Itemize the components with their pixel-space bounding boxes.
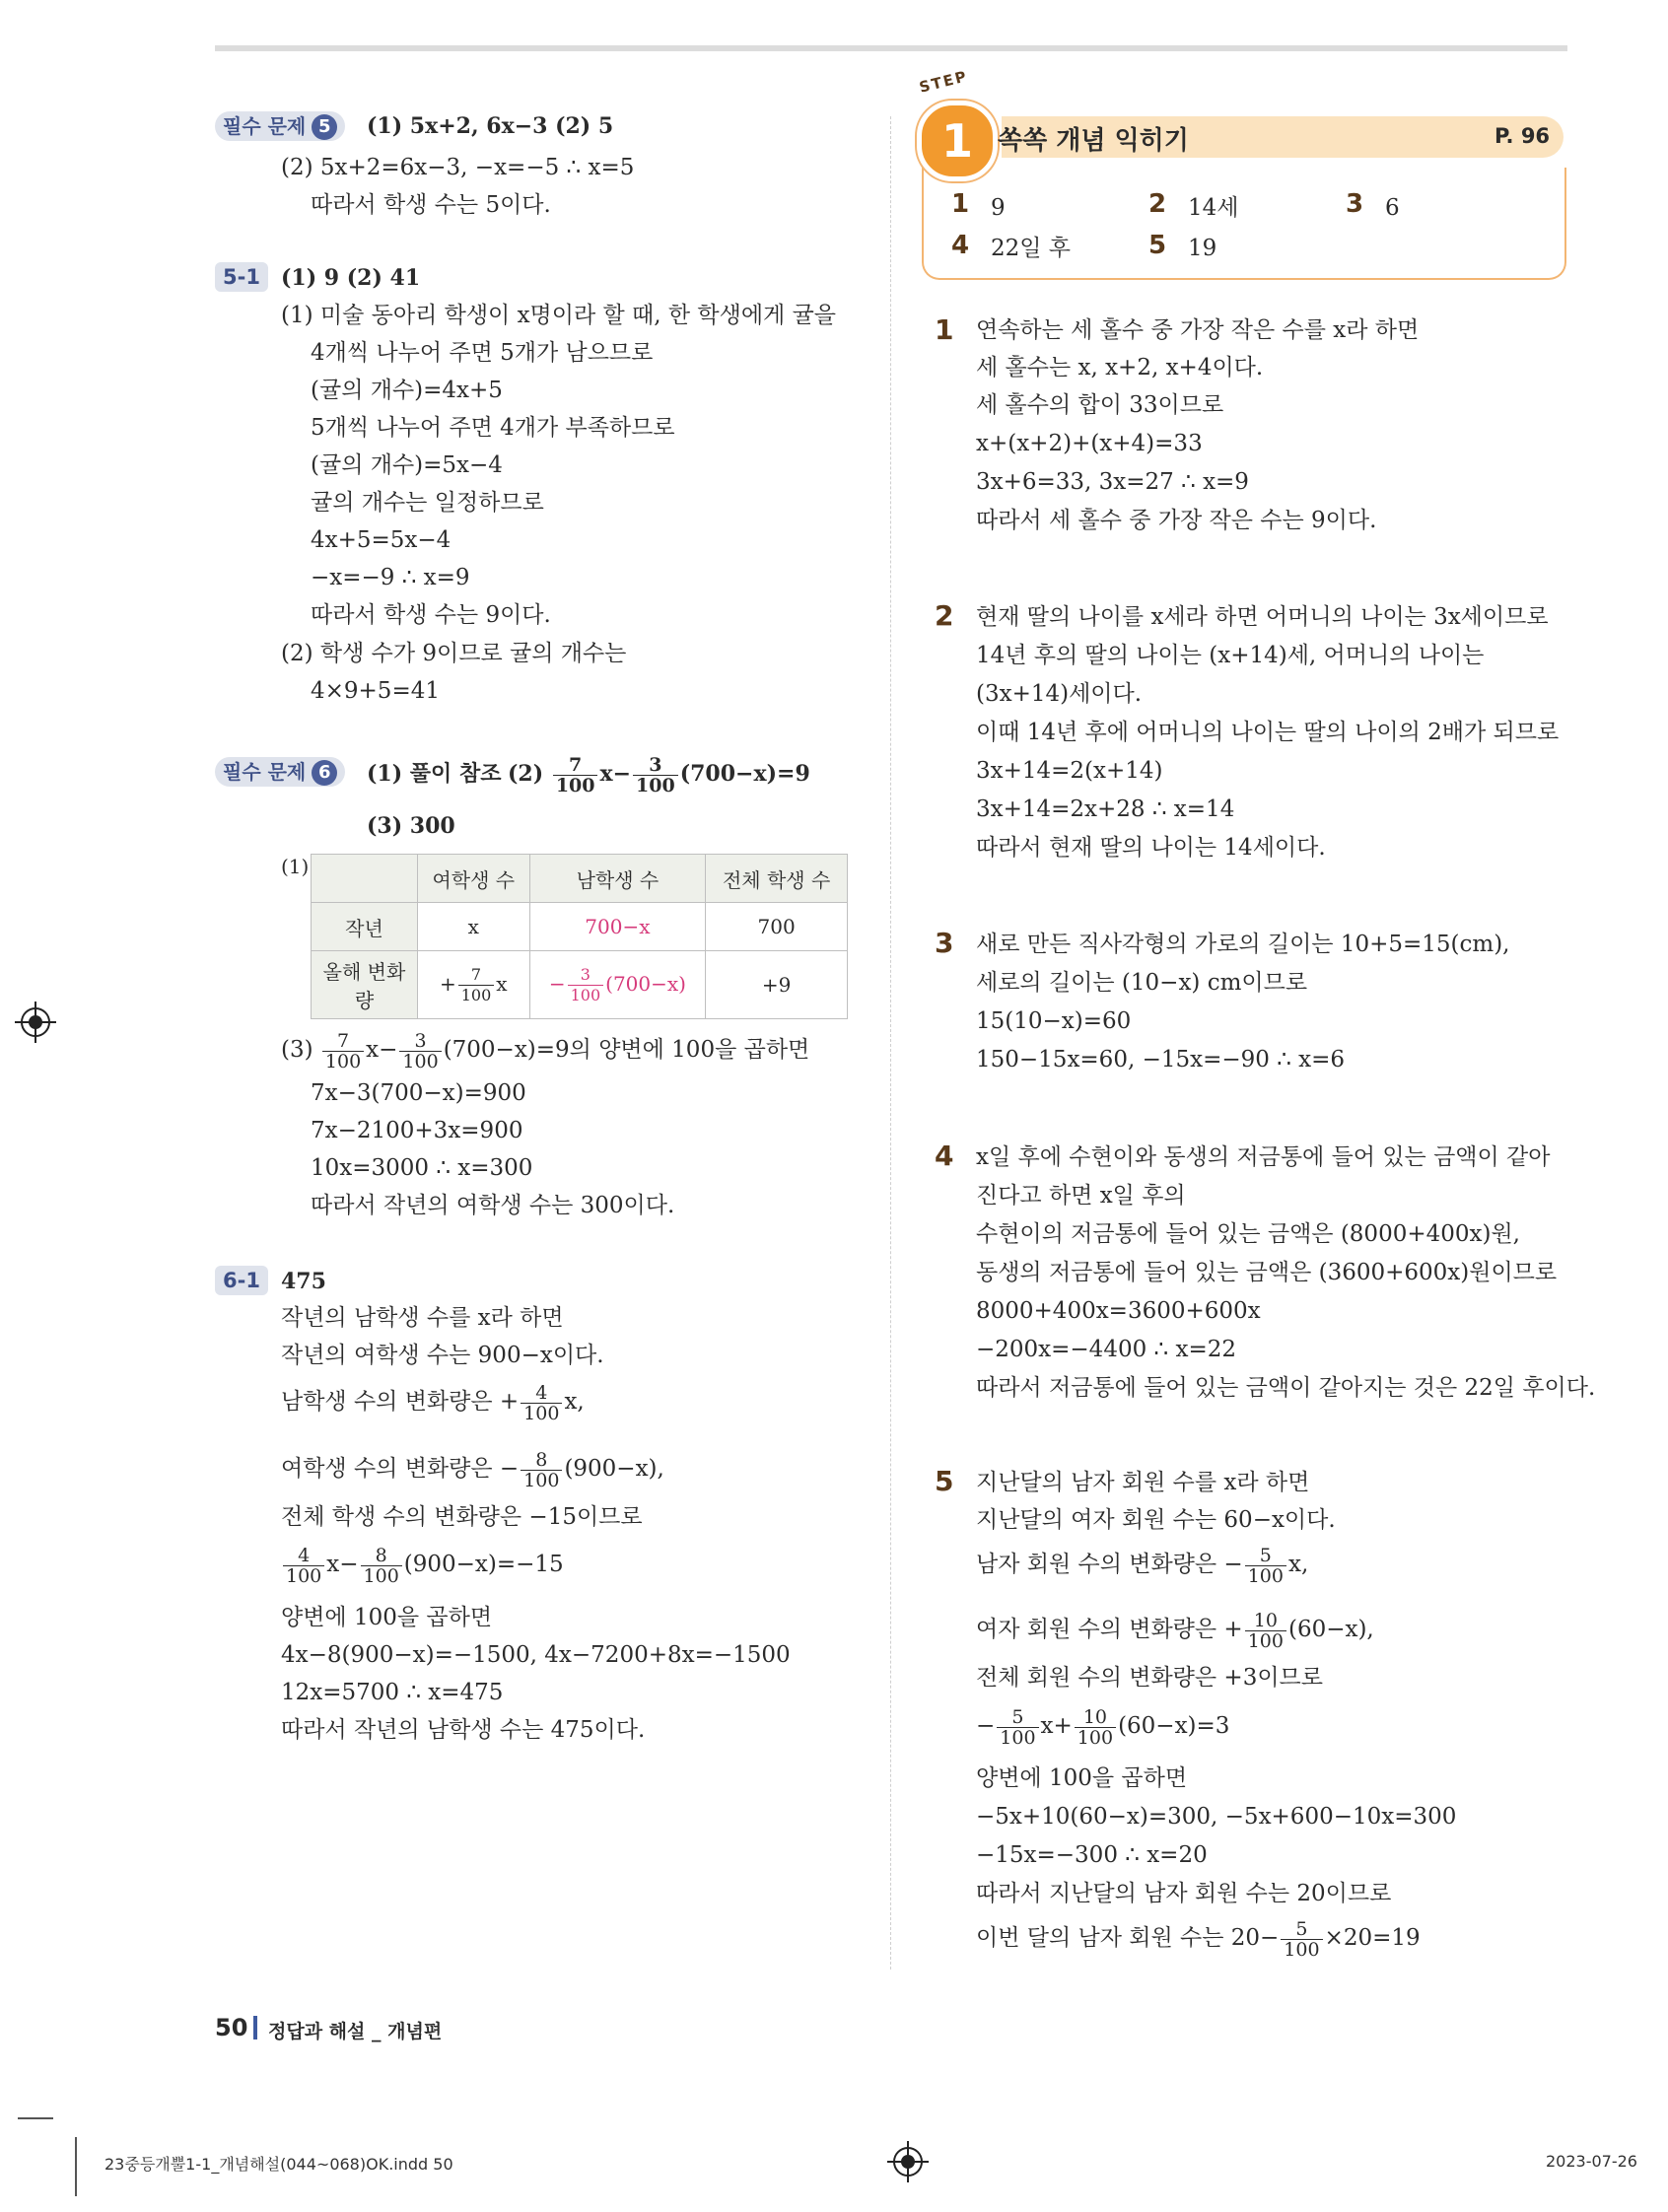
crop-mark bbox=[75, 2137, 77, 2196]
problem-5-1-line: 4×9+5=41 bbox=[311, 678, 440, 704]
problem-6-line: 7x−2100+3x=900 bbox=[311, 1118, 523, 1143]
q5-line: 전체 회원 수의 변화량은 +3이므로 bbox=[976, 1665, 1323, 1691]
problem-5-line: 따라서 학생 수는 5이다. bbox=[311, 192, 551, 218]
page-number: 50 bbox=[215, 2014, 248, 2041]
answer-num: 2 bbox=[1148, 189, 1167, 219]
problem-5-answer: (1) 5x+2, 6x−3 (2) 5 bbox=[367, 113, 614, 139]
table-cell: 올해 변화량 bbox=[312, 951, 418, 1019]
q4-line: 8000+400x=3600+600x bbox=[976, 1298, 1261, 1324]
page-reference: P. 96 bbox=[1494, 124, 1551, 148]
problem-5-1-line: 4개씩 나누어 주면 5개가 남으므로 bbox=[311, 340, 654, 366]
q5-line: 남자 회원 수의 변화량은 − $\frac{5}{100}$ x, bbox=[976, 1544, 1309, 1587]
problem-6-badge: 필수 문제 6 bbox=[215, 757, 345, 787]
student-table bbox=[311, 854, 848, 1019]
table-header: 남학생 수 bbox=[529, 855, 706, 903]
q5-line: 양변에 100을 곱하면 bbox=[976, 1765, 1188, 1791]
answer-value: 14세 bbox=[1188, 195, 1239, 221]
problem-6-answer-3: (3) 300 bbox=[367, 813, 455, 839]
q5-line: −15x=−300 ∴ x=20 bbox=[976, 1842, 1208, 1868]
q5-line: − $\frac{5}{100}$ x+ $\frac{10}{100}$ (60−x)=3 bbox=[976, 1705, 1230, 1749]
problem-6-answer-2: (2) $\frac{7}{100}$ x− $\frac{3}{100}$ (700−x)=9 bbox=[508, 753, 810, 796]
q3-line: 세로의 길이는 (10−x) cm이므로 bbox=[976, 970, 1308, 996]
table-cell: 700−x bbox=[529, 903, 706, 951]
q2-line: 따라서 현재 딸의 나이는 14세이다. bbox=[976, 835, 1326, 861]
q1-line: 연속하는 세 홀수 중 가장 작은 수를 x라 하면 bbox=[976, 317, 1420, 343]
problem-5-1-line: 4x+5=5x−4 bbox=[311, 527, 452, 553]
problem-6-1-line: 여학생 수의 변화량은 − $\frac{8}{100}$ (900−x), bbox=[281, 1448, 664, 1491]
table-cell: 700 bbox=[706, 903, 848, 951]
answer-value: 9 bbox=[991, 195, 1006, 221]
answer-num: 5 bbox=[1148, 231, 1167, 260]
q2-line: 14년 후의 딸의 나이는 (x+14)세, 어머니의 나이는 bbox=[976, 643, 1485, 668]
q5-line: 여자 회원 수의 변화량은 + $\frac{10}{100}$ (60−x), bbox=[976, 1609, 1374, 1652]
q2-line: 현재 딸의 나이를 x세라 하면 어머니의 나이는 3x세이므로 bbox=[976, 604, 1549, 630]
problem-6-1-line: 4x−8(900−x)=−1500, 4x−7200+8x=−1500 bbox=[281, 1642, 791, 1668]
file-info: 23중등개뿔1-1_개념해설(044~068)OK.indd 50 bbox=[104, 2155, 453, 2174]
q1-line: x+(x+2)+(x+4)=33 bbox=[976, 431, 1203, 456]
question-number: 3 bbox=[935, 927, 954, 959]
q4-line: 따라서 저금통에 들어 있는 금액이 같아지는 것은 22일 후이다. bbox=[976, 1375, 1596, 1401]
registration-mark-icon bbox=[21, 1007, 50, 1037]
problem-5-1-line: 귤의 개수는 일정하므로 bbox=[311, 490, 544, 516]
q5-line: 이번 달의 남자 회원 수는 20− $\frac{5}{100}$ ×20=19 bbox=[976, 1917, 1421, 1961]
answer-num: 4 bbox=[951, 231, 970, 260]
q4-line: 진다고 하면 x일 후의 bbox=[976, 1183, 1186, 1209]
table-header bbox=[312, 855, 418, 903]
question-number: 2 bbox=[935, 599, 954, 632]
problem-5-1-answer: (1) 9 (2) 41 bbox=[281, 265, 421, 291]
table-cell: 작년 bbox=[312, 903, 418, 951]
q5-line: 지난달의 남자 회원 수를 x라 하면 bbox=[976, 1470, 1310, 1495]
table-cell: +9 bbox=[706, 951, 848, 1019]
question-number: 1 bbox=[935, 313, 954, 346]
problem-5-line: (2) 5x+2=6x−3, −x=−5 ∴ x=5 bbox=[281, 155, 635, 180]
problem-5-1-badge: 5-1 bbox=[215, 262, 268, 292]
answer-value: 19 bbox=[1188, 236, 1217, 261]
q4-line: 동생의 저금통에 들어 있는 금액은 (3600+600x)원이므로 bbox=[976, 1260, 1558, 1285]
q2-line: (3x+14)세이다. bbox=[976, 681, 1143, 707]
problem-5-1-line: 따라서 학생 수는 9이다. bbox=[311, 602, 551, 628]
step-label: STEP bbox=[917, 67, 970, 97]
top-rule bbox=[215, 45, 1567, 51]
q5-line: −5x+10(60−x)=300, −5x+600−10x=300 bbox=[976, 1804, 1457, 1830]
problem-5-1-line: (귤의 개수)=4x+5 bbox=[311, 378, 503, 403]
q3-line: 15(10−x)=60 bbox=[976, 1008, 1132, 1034]
q1-line: 따라서 세 홀수 중 가장 작은 수는 9이다. bbox=[976, 508, 1377, 533]
step-number: 1 bbox=[940, 114, 973, 168]
q5-line: 따라서 지난달의 남자 회원 수는 20이므로 bbox=[976, 1881, 1392, 1906]
problem-6-1-line: 따라서 작년의 남학생 수는 475이다. bbox=[281, 1717, 646, 1743]
answer-value: 6 bbox=[1385, 195, 1400, 221]
problem-6-step3: (3) $\frac{7}{100}$ x− $\frac{3}{100}$ (700−x)=9의 양변에 100을 곱하면 bbox=[281, 1029, 810, 1072]
table-label: (1) bbox=[281, 855, 310, 878]
q5-line: 지난달의 여자 회원 수는 60−x이다. bbox=[976, 1507, 1336, 1533]
problem-6-line: 10x=3000 ∴ x=300 bbox=[311, 1155, 533, 1181]
problem-6-1-line: 작년의 남학생 수를 x라 하면 bbox=[281, 1305, 564, 1331]
problem-5-1-line: (2) 학생 수가 9이므로 귤의 개수는 bbox=[281, 641, 627, 666]
table-cell: + $\frac{7}{100}$ x bbox=[418, 951, 530, 1019]
answer-value: 22일 후 bbox=[991, 236, 1072, 261]
question-number: 5 bbox=[935, 1465, 954, 1497]
question-number: 4 bbox=[935, 1140, 954, 1172]
q1-line: 3x+6=33, 3x=27 ∴ x=9 bbox=[976, 469, 1249, 495]
problem-6-answer-1: (1) 풀이 참조 bbox=[367, 761, 502, 787]
q4-line: x일 후에 수현이와 동생의 저금통에 들어 있는 금액이 같아 bbox=[976, 1144, 1551, 1170]
problem-6-1-badge: 6-1 bbox=[215, 1266, 268, 1295]
answer-num: 3 bbox=[1346, 189, 1364, 219]
registration-mark-icon bbox=[893, 2147, 923, 2177]
problem-6-1-line: $\frac{4}{100}$ x− $\frac{8}{100}$ (900−x)=−15 bbox=[281, 1540, 564, 1589]
q2-line: 3x+14=2(x+14) bbox=[976, 758, 1163, 784]
q2-line: 3x+14=2x+28 ∴ x=14 bbox=[976, 796, 1235, 822]
table-cell: x bbox=[418, 903, 530, 951]
table-header: 전체 학생 수 bbox=[706, 855, 848, 903]
table-cell: − $\frac{3}{100}$ (700−x) bbox=[529, 951, 706, 1019]
problem-5-1-line: (1) 미술 동아리 학생이 x명이라 할 때, 한 학생에게 귤을 bbox=[281, 303, 837, 328]
problem-6-1-line: 남학생 수의 변화량은 + $\frac{4}{100}$ x, bbox=[281, 1381, 585, 1424]
problem-6-1-line: 작년의 여학생 수는 900−x이다. bbox=[281, 1343, 604, 1368]
problem-6-1-line: 전체 학생 수의 변화량은 −15이므로 bbox=[281, 1504, 643, 1530]
section-title: 정답과 해설 _ 개념편 bbox=[268, 2021, 443, 2042]
problem-5-1-line: 5개씩 나누어 주면 4개가 부족하므로 bbox=[311, 415, 675, 441]
problem-5-1-line: −x=−9 ∴ x=9 bbox=[311, 565, 470, 590]
print-date: 2023-07-26 bbox=[1546, 2152, 1637, 2171]
problem-6-1-line: 양변에 100을 곱하면 bbox=[281, 1605, 493, 1630]
q1-line: 세 홀수는 x, x+2, x+4이다. bbox=[976, 355, 1264, 380]
q3-line: 새로 만든 직사각형의 가로의 길이는 10+5=15(cm), bbox=[976, 932, 1510, 957]
problem-5-badge: 필수 문제 5 bbox=[215, 111, 345, 141]
step-title: 쏙쏙 개념 익히기 bbox=[998, 126, 1189, 156]
q1-line: 세 홀수의 합이 33이므로 bbox=[976, 392, 1224, 418]
problem-5-1-line: (귤의 개수)=5x−4 bbox=[311, 452, 503, 478]
problem-6-line: 따라서 작년의 여학생 수는 300이다. bbox=[311, 1193, 675, 1218]
q2-line: 이때 14년 후에 어머니의 나이는 딸의 나이의 2배가 되므로 bbox=[976, 720, 1560, 745]
problem-6-line: 7x−3(700−x)=900 bbox=[311, 1080, 526, 1106]
table-header: 여학생 수 bbox=[418, 855, 530, 903]
footer-bar bbox=[253, 2016, 257, 2039]
q4-line: −200x=−4400 ∴ x=22 bbox=[976, 1337, 1236, 1362]
problem-6-1-answer: 475 bbox=[281, 1269, 326, 1294]
column-divider bbox=[890, 116, 891, 1970]
q3-line: 150−15x=60, −15x=−90 ∴ x=6 bbox=[976, 1047, 1346, 1072]
answer-num: 1 bbox=[951, 189, 970, 219]
problem-6-1-line: 12x=5700 ∴ x=475 bbox=[281, 1680, 504, 1705]
crop-mark bbox=[18, 2117, 53, 2119]
q4-line: 수현이의 저금통에 들어 있는 금액은 (8000+400x)원, bbox=[976, 1221, 1520, 1247]
